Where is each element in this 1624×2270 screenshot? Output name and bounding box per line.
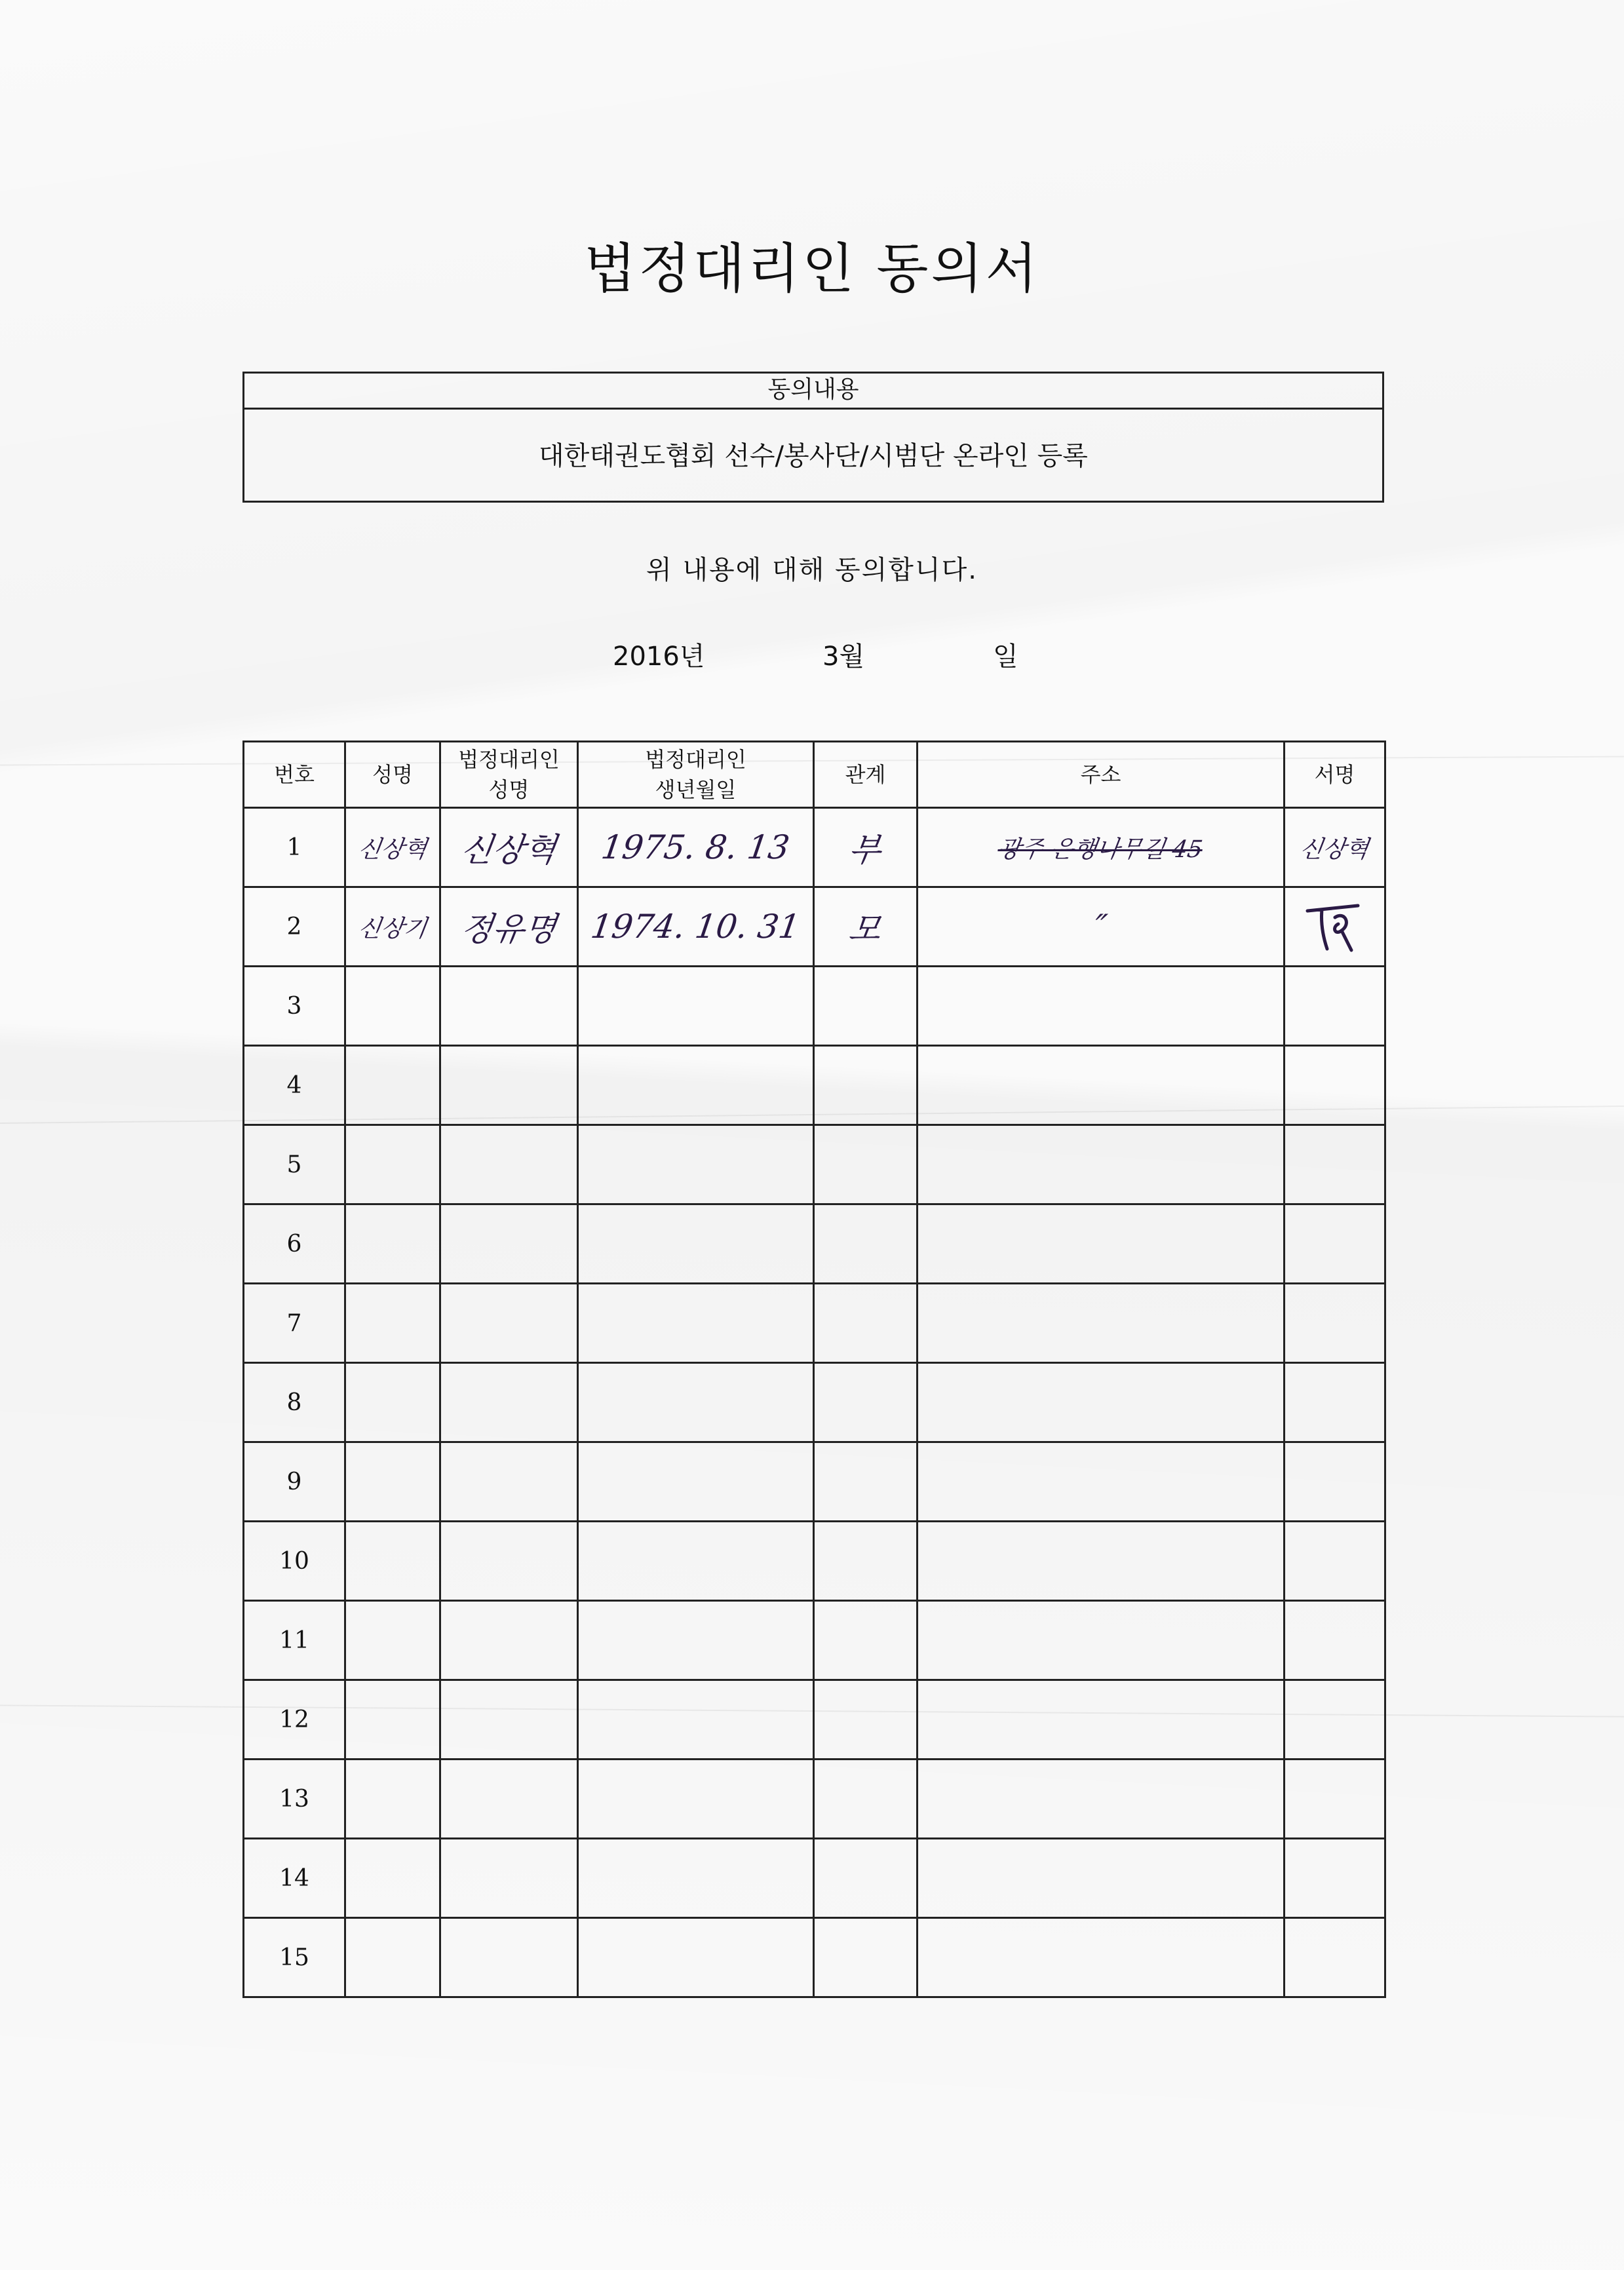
signature xyxy=(1285,1601,1385,1680)
signature xyxy=(1285,1522,1385,1601)
guardian-birthdate xyxy=(578,1125,814,1204)
date-month: 3월 xyxy=(822,642,865,672)
student-name xyxy=(345,1680,440,1760)
relation xyxy=(814,1760,918,1839)
row-number: 15 xyxy=(244,1918,345,1997)
table-row xyxy=(244,1760,1385,1839)
guardian-name: 신상혁 xyxy=(440,808,578,887)
guardian-birthdate xyxy=(578,967,814,1046)
signature: 신상혁 xyxy=(1285,808,1385,887)
guardian-birthdate: 1974. 10. 31 xyxy=(578,887,814,967)
guardian-birthdate xyxy=(578,1601,814,1680)
address xyxy=(918,1284,1285,1363)
student-name xyxy=(345,1204,440,1284)
relation: 모 xyxy=(814,887,918,967)
guardian-birthdate xyxy=(578,1522,814,1601)
guardian-birthdate xyxy=(578,1363,814,1442)
table-row xyxy=(244,967,1385,1046)
relation xyxy=(814,1204,918,1284)
row-number: 5 xyxy=(244,1125,345,1204)
guardian-birthdate xyxy=(578,1284,814,1363)
table-row xyxy=(244,1680,1385,1760)
table-row xyxy=(244,1046,1385,1125)
table-row xyxy=(244,887,1385,967)
student-name xyxy=(345,1284,440,1363)
guardian-birthdate xyxy=(578,1046,814,1125)
student-name xyxy=(345,1046,440,1125)
relation xyxy=(814,1918,918,1997)
address: 광주 은행나무길 45 xyxy=(918,808,1285,887)
student-name xyxy=(345,1839,440,1918)
consent-heading: 동의내용 xyxy=(244,374,1382,410)
date-year: 2016년 xyxy=(613,642,705,672)
guardian-name xyxy=(440,967,578,1046)
row-number: 2 xyxy=(244,887,345,967)
guardian-name: 정유명 xyxy=(440,887,578,967)
handwritten-signature xyxy=(1296,891,1374,957)
relation xyxy=(814,1363,918,1442)
guardian-name xyxy=(440,1442,578,1522)
signature xyxy=(1285,1918,1385,1997)
address xyxy=(918,1760,1285,1839)
guardian-birthdate: 1975. 8. 13 xyxy=(578,808,814,887)
row-number: 6 xyxy=(244,1204,345,1284)
student-name xyxy=(345,967,440,1046)
document-title: 법정대리인 동의서 xyxy=(584,238,1040,300)
row-number: 12 xyxy=(244,1680,345,1760)
guardian-birthdate xyxy=(578,1918,814,1997)
signature xyxy=(1285,1442,1385,1522)
relation xyxy=(814,967,918,1046)
guardian-birthdate xyxy=(578,1680,814,1760)
student-name xyxy=(345,1363,440,1442)
guardian-name xyxy=(440,1522,578,1601)
header-name: 성명 xyxy=(345,742,440,808)
guardian-name xyxy=(440,1839,578,1918)
student-name xyxy=(345,1522,440,1601)
guardian-name xyxy=(440,1363,578,1442)
address xyxy=(918,1601,1285,1680)
address xyxy=(918,1046,1285,1125)
table-row xyxy=(244,1363,1385,1442)
signature xyxy=(1285,1680,1385,1760)
relation xyxy=(814,1522,918,1601)
address xyxy=(918,1125,1285,1204)
table-row xyxy=(244,1204,1385,1284)
address xyxy=(918,1522,1285,1601)
signature xyxy=(1285,1839,1385,1918)
table-row xyxy=(244,1601,1385,1680)
relation xyxy=(814,1125,918,1204)
table-row xyxy=(244,1442,1385,1522)
consent-text: 대한태권도협회 선수/봉사단/시범단 온라인 등록 xyxy=(539,441,1088,471)
guardian-name xyxy=(440,1125,578,1204)
student-name xyxy=(345,1442,440,1522)
student-name xyxy=(345,1601,440,1680)
signature xyxy=(1285,1363,1385,1442)
student-name xyxy=(345,1918,440,1997)
relation xyxy=(814,1839,918,1918)
guardian-name xyxy=(440,1760,578,1839)
signature xyxy=(1285,967,1385,1046)
row-number: 11 xyxy=(244,1601,345,1680)
signature xyxy=(1285,1284,1385,1363)
row-number: 10 xyxy=(244,1522,345,1601)
guardian-name xyxy=(440,1680,578,1760)
signature xyxy=(1285,1760,1385,1839)
guardian-birthdate xyxy=(578,1760,814,1839)
guardian-table xyxy=(242,741,1386,1998)
address xyxy=(918,1363,1285,1442)
table-row xyxy=(244,1839,1385,1918)
row-number: 3 xyxy=(244,967,345,1046)
signature xyxy=(1285,1125,1385,1204)
agreement-statement: 위 내용에 대해 동의합니다. xyxy=(646,555,978,585)
student-name: 신상기 xyxy=(345,887,440,967)
header-relation: 관계 xyxy=(814,742,918,808)
date-day: 일 xyxy=(993,642,1018,672)
relation xyxy=(814,1601,918,1680)
student-name: 신상혁 xyxy=(345,808,440,887)
guardian-birthdate xyxy=(578,1839,814,1918)
row-number: 8 xyxy=(244,1363,345,1442)
relation xyxy=(814,1284,918,1363)
address xyxy=(918,1839,1285,1918)
row-number: 4 xyxy=(244,1046,345,1125)
address xyxy=(918,967,1285,1046)
header-signature: 서명 xyxy=(1285,742,1385,808)
signature xyxy=(1285,887,1385,967)
signature xyxy=(1285,1046,1385,1125)
table-row xyxy=(244,1125,1385,1204)
address xyxy=(918,1442,1285,1522)
header-guardian-name: 법정대리인 성명 xyxy=(440,742,578,808)
relation xyxy=(814,1046,918,1125)
header-no: 번호 xyxy=(244,742,345,808)
guardian-name xyxy=(440,1601,578,1680)
row-number: 14 xyxy=(244,1839,345,1918)
row-number: 7 xyxy=(244,1284,345,1363)
table-header-row xyxy=(244,742,1385,808)
guardian-name xyxy=(440,1918,578,1997)
header-address: 주소 xyxy=(918,742,1285,808)
table-row xyxy=(244,1522,1385,1601)
guardian-name xyxy=(440,1046,578,1125)
table-row xyxy=(244,1284,1385,1363)
row-number: 13 xyxy=(244,1760,345,1839)
relation xyxy=(814,1442,918,1522)
row-number: 9 xyxy=(244,1442,345,1522)
address: ″ xyxy=(918,887,1285,967)
address xyxy=(918,1680,1285,1760)
student-name xyxy=(345,1760,440,1839)
guardian-birthdate xyxy=(578,1442,814,1522)
table-row xyxy=(244,1918,1385,1997)
relation: 부 xyxy=(814,808,918,887)
consent-box xyxy=(242,372,1384,503)
row-number: 1 xyxy=(244,808,345,887)
student-name xyxy=(345,1125,440,1204)
table-row xyxy=(244,808,1385,887)
address xyxy=(918,1918,1285,1997)
signature xyxy=(1285,1204,1385,1284)
guardian-birthdate xyxy=(578,1204,814,1284)
relation xyxy=(814,1680,918,1760)
guardian-name xyxy=(440,1284,578,1363)
guardian-name xyxy=(440,1204,578,1284)
header-guardian-birth: 법정대리인 생년월일 xyxy=(578,742,814,808)
address xyxy=(918,1204,1285,1284)
